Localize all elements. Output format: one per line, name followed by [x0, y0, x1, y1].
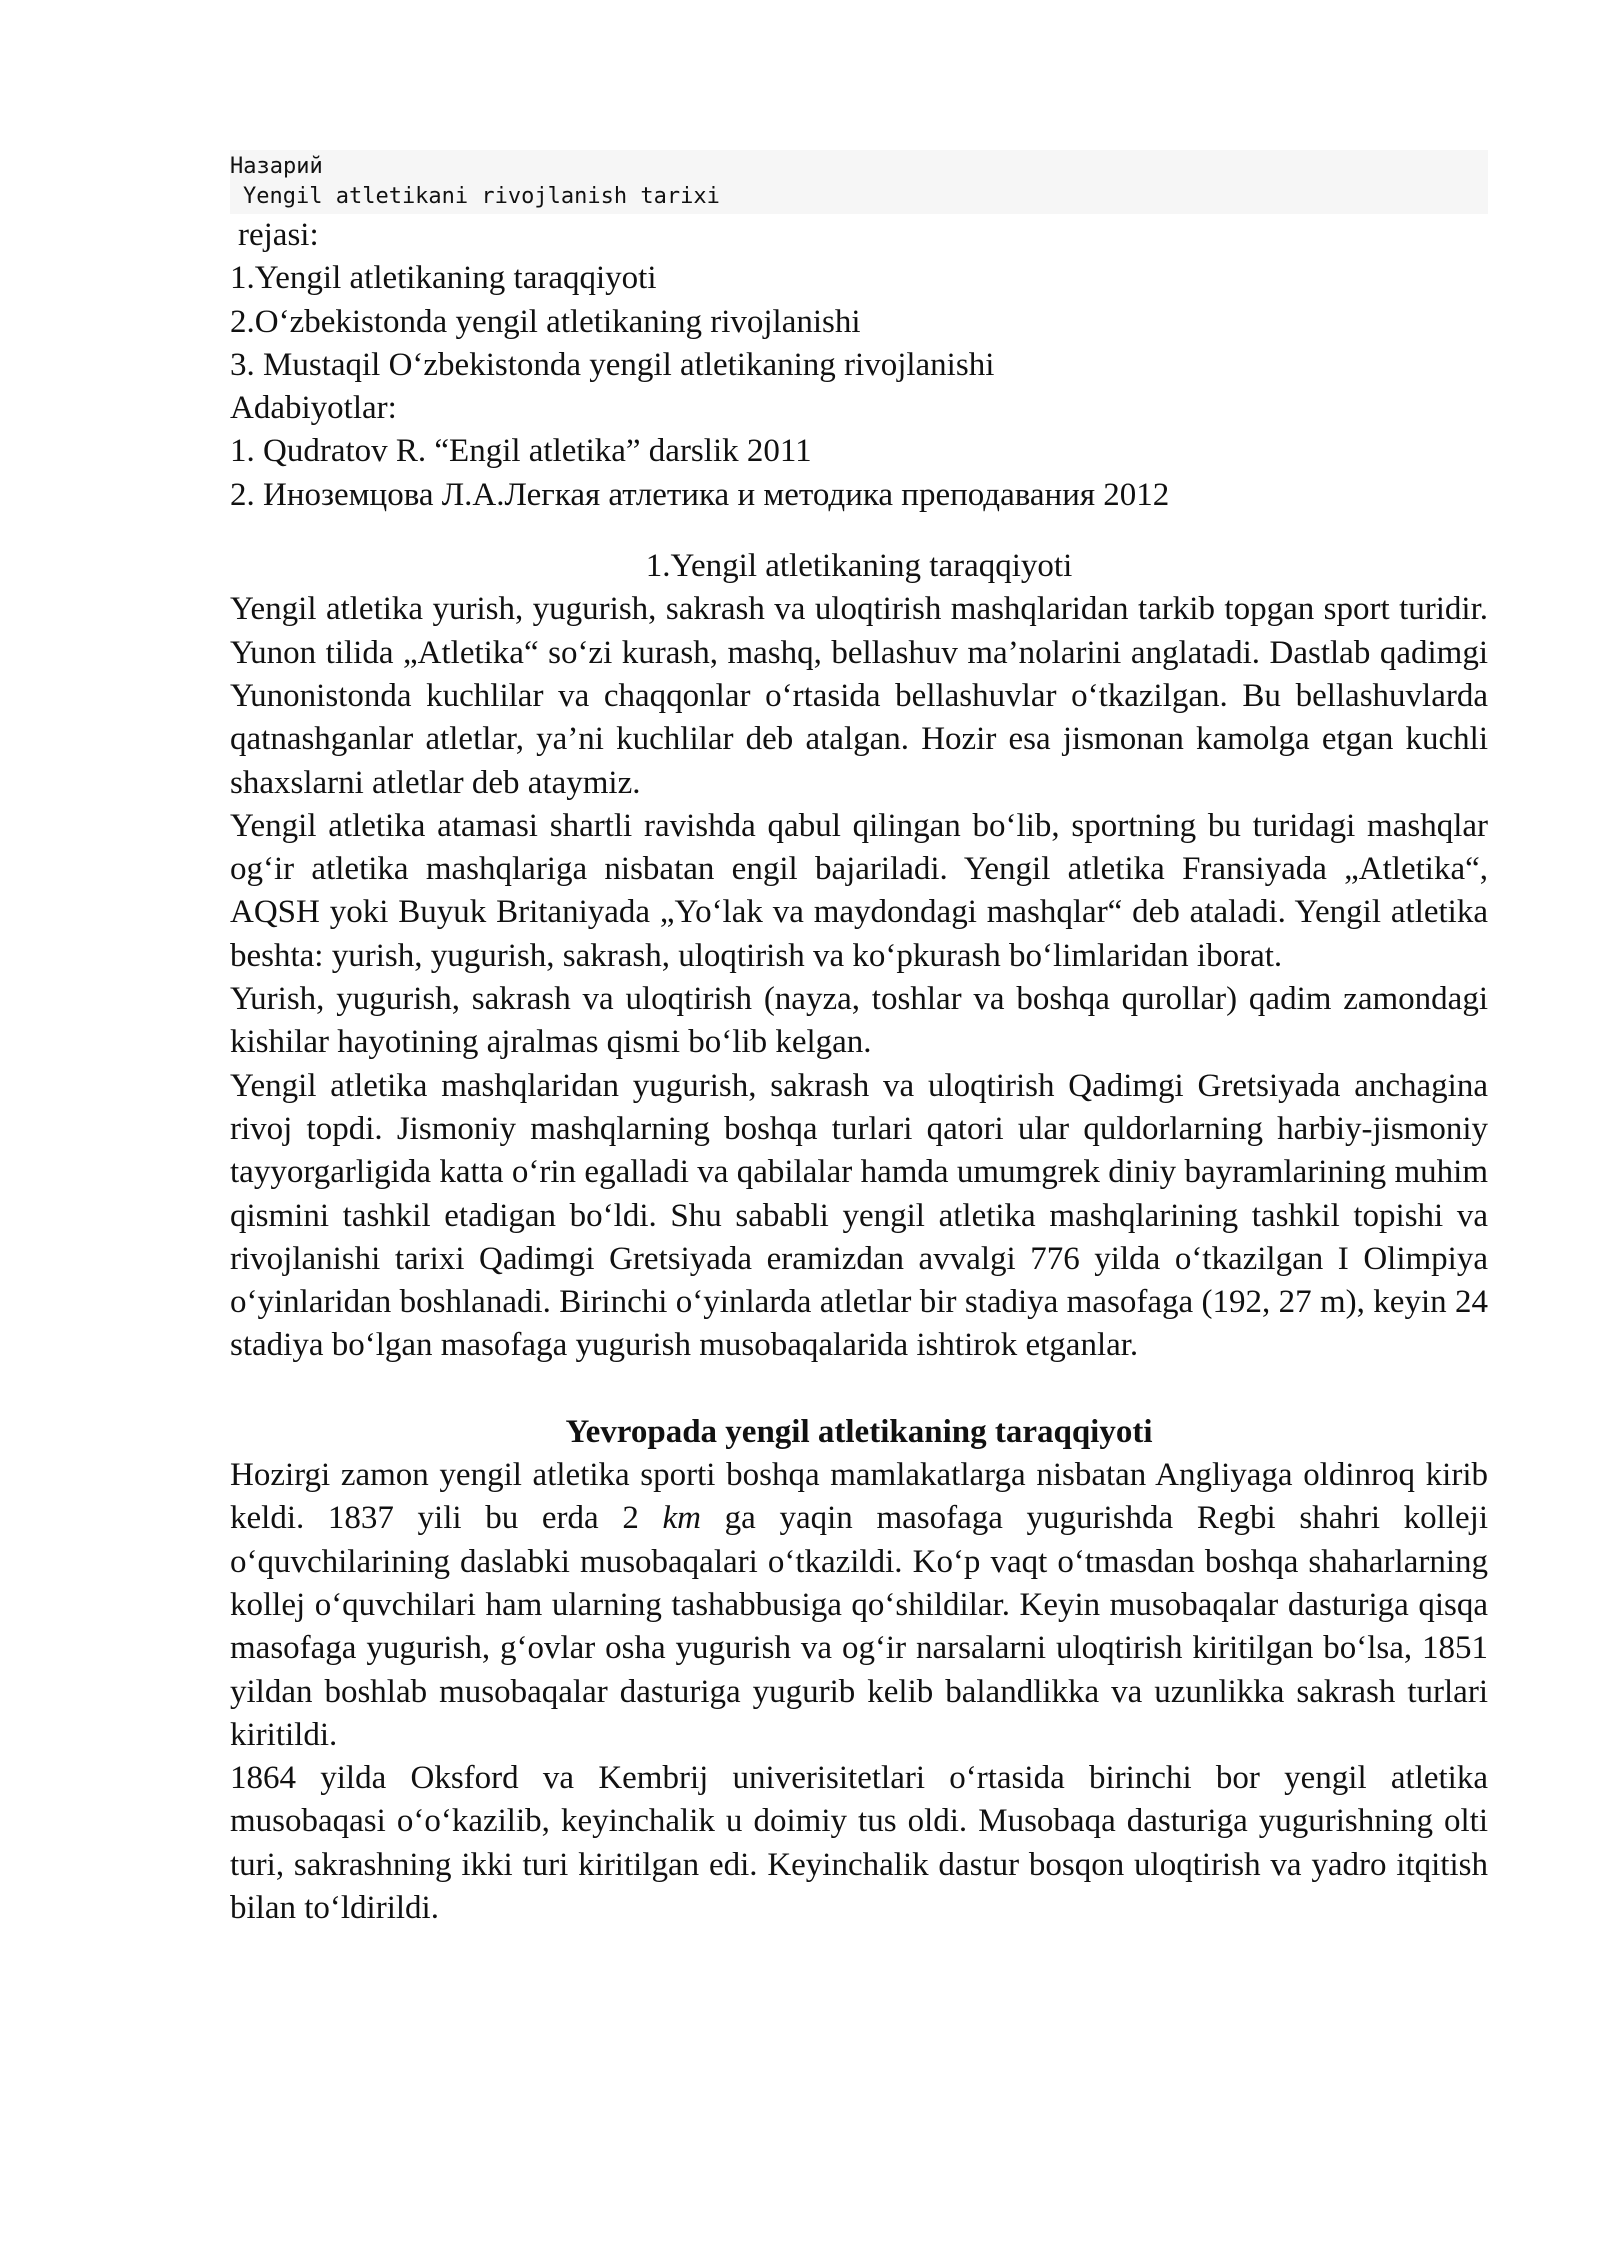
literature-item: 2. Иноземцова Л.А.Легкая атлетика и методика преподавания 2012 — [230, 476, 1170, 513]
paragraph: 1864 yilda Oksford va Kembrij univerisitetlari o‘rtasida birinchi bor yengil atletika musobaqasi o‘o‘kazilib, keyinchalik u doimiy tus oldi. Musobaqa dasturiga yugurishning olti turi, sakrashning ikki turi kiritilgan edi. Keyinchalik dastur bosqon uloqtirish va yadro itqitish bilan to‘ldirildi. — [230, 1760, 1488, 1926]
paragraph — [230, 1454, 1488, 1757]
plan-item: 1.Yengil atletikaning taraqqiyoti — [230, 260, 657, 297]
section-title: Yevropada yengil atletikaning taraqqiyoti — [565, 1413, 1153, 1450]
unit-km: km — [662, 1500, 701, 1537]
plan-item: 2.O‘zbekistonda yengil atletikaning rivojlanishi — [230, 303, 861, 340]
literature-item: 1. Qudratov R. “Engil atletika” darslik 2011 — [230, 433, 812, 470]
paragraph: Yengil atletika atamasi shartli ravishda qabul qilingan bo‘lib, sportning bu turidagi mashqlar og‘ir atletika mashqlariga nisbatan engil bajariladi. Yengil atletika Fransiyada „Atletika“, AQSH yoki Buyuk Britaniyada „Yo‘lak va maydondagi mashqlar“ deb ataladi. Yengil atletika beshta: yurish, yugurish, sakrash, uloqtirish va ko‘pkurash bo‘limlaridan iborat. — [230, 807, 1488, 974]
paragraph-text: Hozirgi zamon yengil atletika sporti boshqa mamlakatlarga nisbatan Angliyaga oldinroq kirib keldi. 1837 yili bu erda 2 — [230, 1457, 1488, 1537]
spacer — [230, 517, 1488, 545]
plan-item: 3. Mustaqil O‘zbekistonda yengil atletikaning rivojlanishi — [230, 346, 995, 383]
literature-heading: Adabiyotlar: — [230, 390, 397, 427]
paragraph: Yengil atletika mashqlaridan yugurish, sakrash va uloqtirish Qadimgi Gretsiyada anchagina rivoj topdi. Jismoniy mashqlarning boshqa turlari qatori ular quldorlarning harbiy-jismoniy tayyorgarligida katta o‘rin egalladi va qabilalar hamda umumgrek diniy bayramlarining muhim qismini tashkil etadigan bo‘ldi. Shu sababli yengil atletika mashqlarining tashkil topishi va rivojlanishi tarixi Qadimgi Gretsiyada eramizdan avvalgi 776 yilda o‘tkazilgan I Olimpiya o‘yinlaridan boshlanadi. Birinchi o‘yinlarda atletlar bir stadiya masofaga (192, 27 m), keyin 24 stadiya bo‘lgan masofaga yugurish musobaqalarida ishtirok etganlar. — [230, 1067, 1488, 1364]
topic-title: Yengil atletikani rivojlanish tarixi — [243, 184, 720, 209]
paragraph-text: ga yaqin masofaga yugurishda Regbi shahri kolleji o‘quvchilarining daslabki musobaqalari o‘tkazildi. Ko‘p vaqt o‘tmasdan boshqa shaharlarning kollej o‘quvchilari ham ularning tashabbusiga qo‘shildilar. Keyin musobaqalar dasturiga qisqa masofaga yugurish, g‘ovlar osha yugurish va og‘ir narsalarni uloqtirish kiritilgan bo‘lsa, 1851 yildan boshlab musobaqalar dasturiga yugurib kelib balandlikka va uzunlikka sakrash turlari kiritildi. — [230, 1500, 1488, 1753]
spacer — [230, 1368, 1488, 1411]
header-block — [230, 150, 1488, 214]
paragraph: Yurish, yugurish, sakrash va uloqtirish (nayza, toshlar va boshqa qurollar) qadim zamondagi kishilar hayotining ajralmas qismi bo‘lib kelgan. — [230, 981, 1488, 1061]
paragraph: Yengil atletika yurish, yugurish, sakrash va uloqtirish mashqlaridan tarkib topgan sport turidir. Yunon tilida „Atletika“ so‘zi kurash, mashq, bellashuv ma’nolarini anglatadi. Dastlab qadimgi Yunonistonda kuchlilar va chaqqonlar o‘rtasida bellashuvlar o‘tkazilgan. Bu bellashuvlarda qatnashganlar atletlar, ya’ni kuchlilar deb atalgan. Hozir esa jismonan kamolga etgan kuchli shaxslarni atletlar deb ataymiz. — [230, 591, 1488, 801]
header-label: Назарий — [230, 154, 323, 179]
document-page — [230, 150, 1488, 1930]
plan-heading: rejasi: — [238, 217, 319, 253]
section-title: 1.Yengil atletikaning taraqqiyoti — [645, 548, 1073, 585]
